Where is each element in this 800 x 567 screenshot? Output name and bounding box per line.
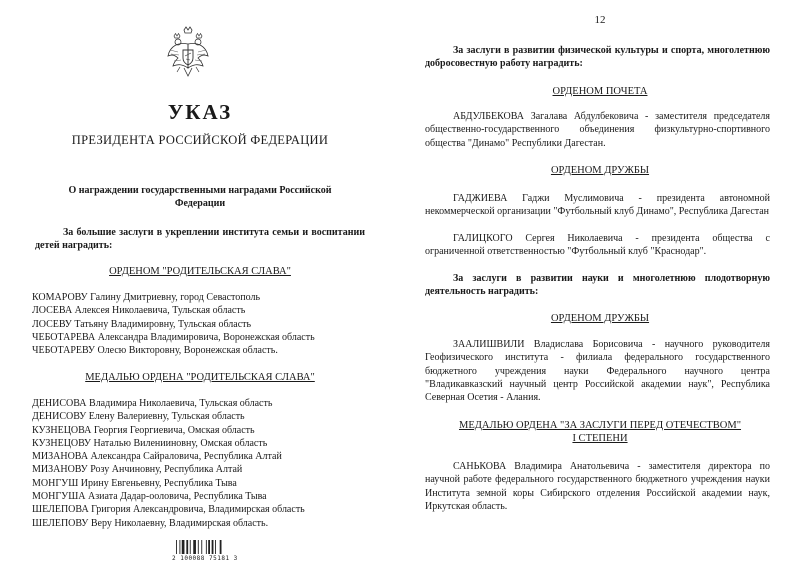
page-number: 12 [594,14,606,26]
barcode-bar [198,540,199,554]
right-page [400,0,800,567]
list-item: МИЗАНОВУ Розу Анчиновну, Республика Алтай [32,464,243,476]
barcode-bar [212,540,214,554]
decree-subject: О награждении государственными наградами Российской Федерации [68,185,332,209]
barcode-bar [186,540,188,554]
list-item: ЛОСЕВУ Татьяну Владимировну, Тульская область [32,318,252,330]
barcode-bar [182,540,185,554]
decree-title: УКАЗ [167,100,233,124]
intro-science: За заслуги в развитии науки и многолетнюю плодотворную деятельность наградить: [425,273,770,298]
intro-sport: За заслуги в развитии физической культуры и спорта, многолетнюю добросовестную работу наградить: [425,45,770,70]
list-parental-glory-order [32,291,377,357]
heading-parental-glory-medal: МЕДАЛЬЮ ОРДЕНА "РОДИТЕЛЬСКАЯ СЛАВА" [85,372,315,383]
heading-order-of-friendship-1: ОРДЕНОМ ДРУЖБЫ [550,165,650,176]
list-item: КУЗНЕЦОВУ Наталью Виленииновну, Омская область [32,437,268,449]
intro-family: За большие заслуги в укреплении института семьи и воспитании детей наградить: [35,227,365,251]
barcode-bar [190,540,191,554]
barcode-bar [176,540,177,554]
award-galitsky: ГАЛИЦКОГО Сергея Николаевича - президента общества с ограниченной ответственностью "Футбольный клуб "Краснодар". [425,233,770,258]
barcode-bar [206,540,207,554]
list-item: ЛОСЕВА Алексея Николаевича, Тульская область [32,305,246,317]
heading-order-of-friendship-2: ОРДЕНОМ ДРУЖБЫ [550,313,650,324]
heading-order-of-honor: ОРДЕНОМ ПОЧЕТА [552,86,648,97]
award-sankova: САНЬКОВА Владимира Анатольевича - заместителя директора по научной работе федерального государственного бюджетного учреждения науки Института земной коры Сибирского отделения Российской академии наук, Иркутская область. [425,461,770,512]
list-item: КОМАРОВУ Галину Дмитриевну, город Севастополь [32,292,261,303]
award-abdulbekova: АБДУЛБЕКОВА Загалава Абдулбековича - заместителя председателя общественно-государственного объединения физкультурно-спортивного общества "Динамо" Республики Дагестан. [425,111,770,149]
heading-parental-glory-order: ОРДЕНОМ "РОДИТЕЛЬСКАЯ СЛАВА" [109,266,291,277]
list-item: ЧЕБОТАРЕВУ Олесю Викторовну, Воронежская область. [32,345,278,357]
barcode-bar [220,540,222,554]
decree-subtitle: ПРЕЗИДЕНТА РОССИЙСКОЙ ФЕДЕРАЦИИ [71,133,329,147]
list-item: МОНГУША Азиата Дадар-ооловича, Республика Тыва [32,491,267,503]
list-item: ЧЕБОТАРЕВА Александра Владимировича, Воронежская область [32,331,315,343]
heading-medal-degree: I СТЕПЕНИ [572,433,628,444]
barcode-bar [215,540,216,554]
list-parental-glory-medal [32,397,377,530]
list-item: ШЕЛЕПОВА Григория Александровича, Владимирская область [32,504,305,516]
list-item: ШЕЛЕПОВУ Веру Николаевну, Владимирская область. [32,517,269,529]
coat-of-arms-icon [166,26,210,78]
barcode-number: 2 100088 75181 3 [172,555,238,562]
barcode-bar [179,540,180,554]
barcode-bar [193,540,196,554]
award-gadzhieva: ГАДЖИЕВА Гаджи Муслимовича - президента автономной некоммерческой организации "Футбольный клуб Динамо", Республика Дагестан [425,193,770,218]
list-item: МОНГУШ Ирину Евгеньевну, Республика Тыва [32,477,237,489]
list-item: МИЗАНОВА Александра Сайраловича, Республика Алтай [32,451,282,463]
list-item: ДЕНИСОВУ Елену Валериевну, Тульская область [32,411,245,423]
award-zaalishvili: ЗААЛИШВИЛИ Владислава Борисовича - научного руководителя Геофизического института - филиала федерального государственного бюджетного учреждения науки Федерального научного центра "Владикавказский научный центр Российской академии наук", Республика Северная Осетия - Алания. [425,339,770,404]
list-item: КУЗНЕЦОВА Георгия Георгиевича, Омская область [32,424,255,436]
barcode-bar [208,540,210,554]
barcode-bar [201,540,202,554]
heading-medal-merit-fatherland: МЕДАЛЬЮ ОРДЕНА "ЗА ЗАСЛУГИ ПЕРЕД ОТЕЧЕСТВОМ" [458,420,742,431]
barcode-icon [176,540,232,554]
list-item: ДЕНИСОВА Владимира Николаевича, Тульская область [32,398,273,409]
